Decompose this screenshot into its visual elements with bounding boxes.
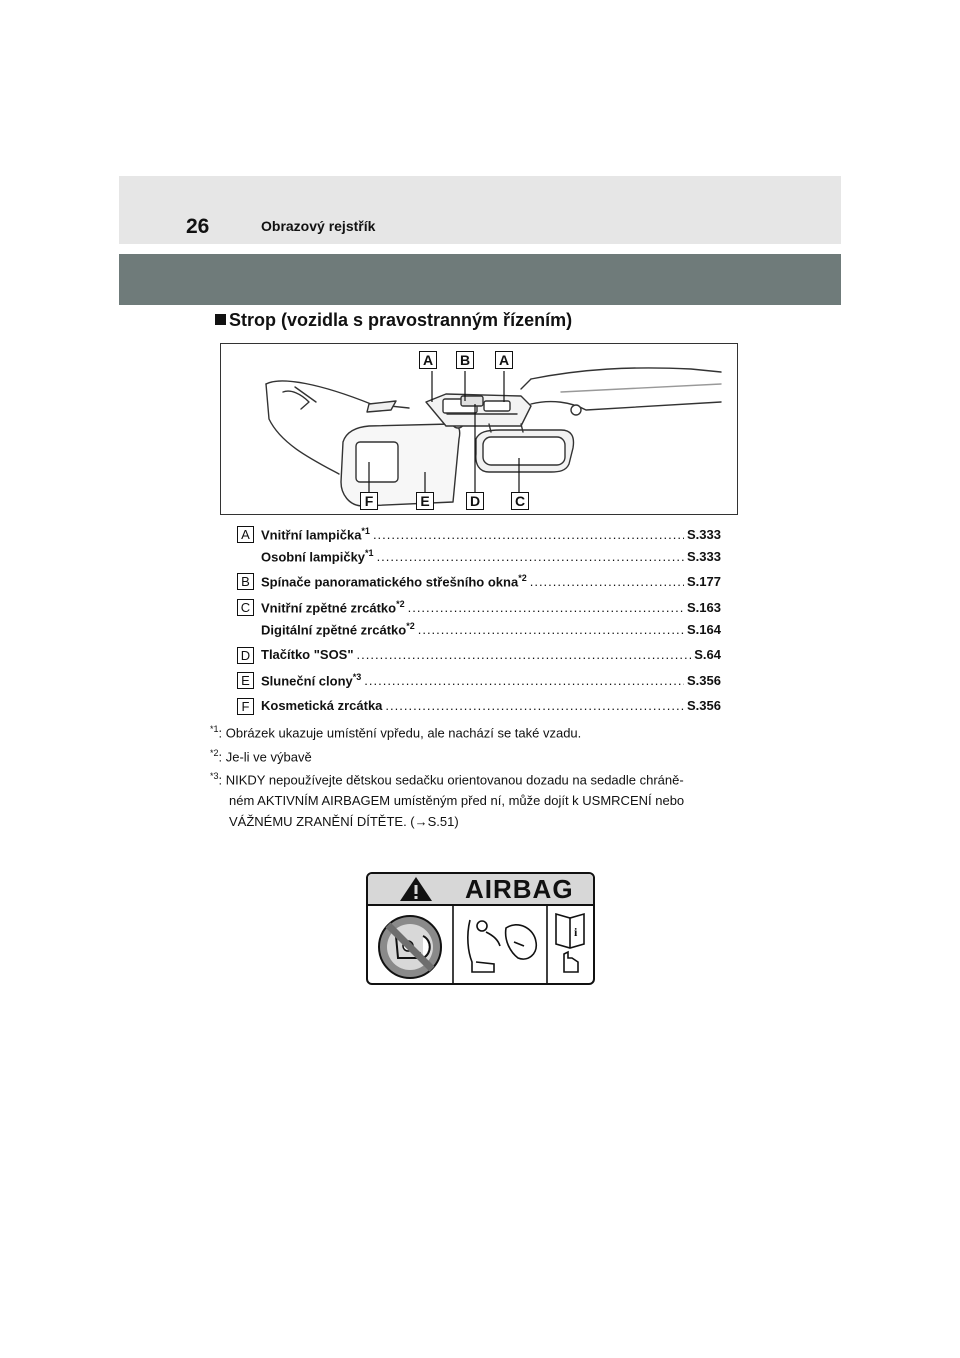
- header-band: [119, 176, 841, 244]
- index-row: [261, 647, 721, 665]
- airbag-word: AIRBAG: [465, 874, 574, 904]
- callout-f: F: [360, 492, 378, 510]
- index-label: Digitální zpětné zrcátko: [261, 622, 407, 638]
- footnote-ref: *2: [396, 599, 405, 609]
- dot-leader: [364, 673, 684, 688]
- section-title-text: Strop (vozidla s pravostranným řízením): [229, 310, 573, 330]
- index-label: Osobní lampičky: [261, 549, 366, 565]
- ceiling-illustration: [220, 343, 738, 515]
- index-row: [261, 548, 721, 566]
- callout-c: C: [511, 492, 529, 510]
- svg-text:i: i: [574, 925, 578, 939]
- index-row: [261, 698, 721, 716]
- index-entry-f: [237, 698, 723, 720]
- index-row: [261, 526, 721, 544]
- callout-b: B: [456, 351, 474, 369]
- index-entry-c: [237, 599, 723, 638]
- index-label: Kosmetická zrcátka: [261, 698, 383, 713]
- entry-badge: E: [237, 672, 254, 689]
- footnote-ref: *1: [361, 526, 370, 536]
- airbag-warning-label: [366, 872, 595, 985]
- callout-a-right: A: [495, 351, 513, 369]
- page-number: 26: [186, 215, 210, 238]
- callout-d: D: [466, 492, 484, 510]
- index-label: Spínače panoramatického střešního okna: [261, 574, 519, 590]
- no-child-seat-icon: [379, 916, 441, 978]
- page-reference: S.356: [687, 673, 721, 689]
- owners-manual-icon: [556, 914, 584, 972]
- callout-e: E: [416, 492, 434, 510]
- seat-airbag-icon: [468, 920, 536, 972]
- dot-leader: [408, 600, 684, 615]
- index-entry-a: [237, 526, 723, 565]
- page-reference: S.163: [687, 600, 721, 616]
- index-row: [261, 672, 721, 690]
- footnote-3: [210, 766, 745, 832]
- ceiling-drawing: [221, 344, 738, 515]
- airbag-pictograms: [368, 906, 593, 985]
- section-title: [215, 310, 572, 331]
- page-reference: S.64: [694, 647, 721, 662]
- entry-badge: D: [237, 647, 254, 664]
- footnote-text: : Obrázek ukazuje umístění vpředu, ale nachází se také vzadu.: [218, 725, 582, 741]
- footnote-text-continued: VÁŽNÉMU ZRANĚNÍ DÍTĚTE. (→S.51): [229, 814, 459, 830]
- square-bullet-icon: [215, 314, 226, 325]
- footnote-ref: *1: [365, 548, 374, 558]
- index-row: [261, 573, 721, 591]
- footnote-mark: *3: [210, 771, 219, 781]
- callout-a-left: A: [419, 351, 437, 369]
- entry-badge: B: [237, 573, 254, 590]
- footnote-ref: *2: [518, 573, 527, 583]
- footnote-ref: *3: [352, 672, 362, 682]
- footnote-1: [210, 719, 745, 743]
- entry-badge: F: [237, 698, 254, 715]
- index-row: [261, 621, 721, 639]
- footnote-2: [210, 743, 745, 767]
- entry-badge: C: [237, 599, 254, 616]
- index-label: Vnitřní zpětné zrcátko: [261, 600, 397, 616]
- dot-leader: [377, 549, 684, 564]
- page-reference: S.356: [687, 698, 721, 713]
- running-title: Obrazový rejstřík: [261, 218, 376, 234]
- page-reference: S.164: [687, 622, 721, 638]
- index-entry-e: [237, 672, 723, 694]
- page-reference: S.333: [687, 527, 721, 543]
- section-band: [119, 254, 841, 305]
- dot-leader: [530, 574, 684, 589]
- footnote-mark: *2: [210, 748, 219, 758]
- page-reference: S.177: [687, 574, 721, 590]
- index-label: Tlačítko "SOS": [261, 647, 354, 662]
- footnote-text: : NIKDY nepoužívejte dětskou sedačku orientovanou dozadu na sedadle chráně-: [218, 772, 684, 788]
- index-entry-b: [237, 573, 723, 595]
- index-row: [261, 599, 721, 617]
- index-entry-d: [237, 647, 723, 669]
- dot-leader: [373, 527, 684, 542]
- dot-leader: [357, 647, 692, 662]
- entry-badge: A: [237, 526, 254, 543]
- dot-leader: [418, 622, 684, 637]
- footnote-text-continued: ném AKTIVNÍM AIRBAGEM umístěným před ní, může dojít k USMRCENÍ nebo: [229, 793, 685, 809]
- footnote-mark: *1: [210, 724, 219, 734]
- dot-leader: [385, 698, 684, 713]
- footnote-ref: *2: [406, 621, 415, 631]
- page-reference: S.333: [687, 549, 721, 565]
- warning-triangle-icon: [396, 874, 436, 904]
- footnote-text: : Je-li ve výbavě: [218, 749, 312, 765]
- index-label: Vnitřní lampička: [261, 527, 362, 543]
- index-label: Sluneční clony: [261, 673, 353, 689]
- airbag-label-header: [368, 874, 593, 906]
